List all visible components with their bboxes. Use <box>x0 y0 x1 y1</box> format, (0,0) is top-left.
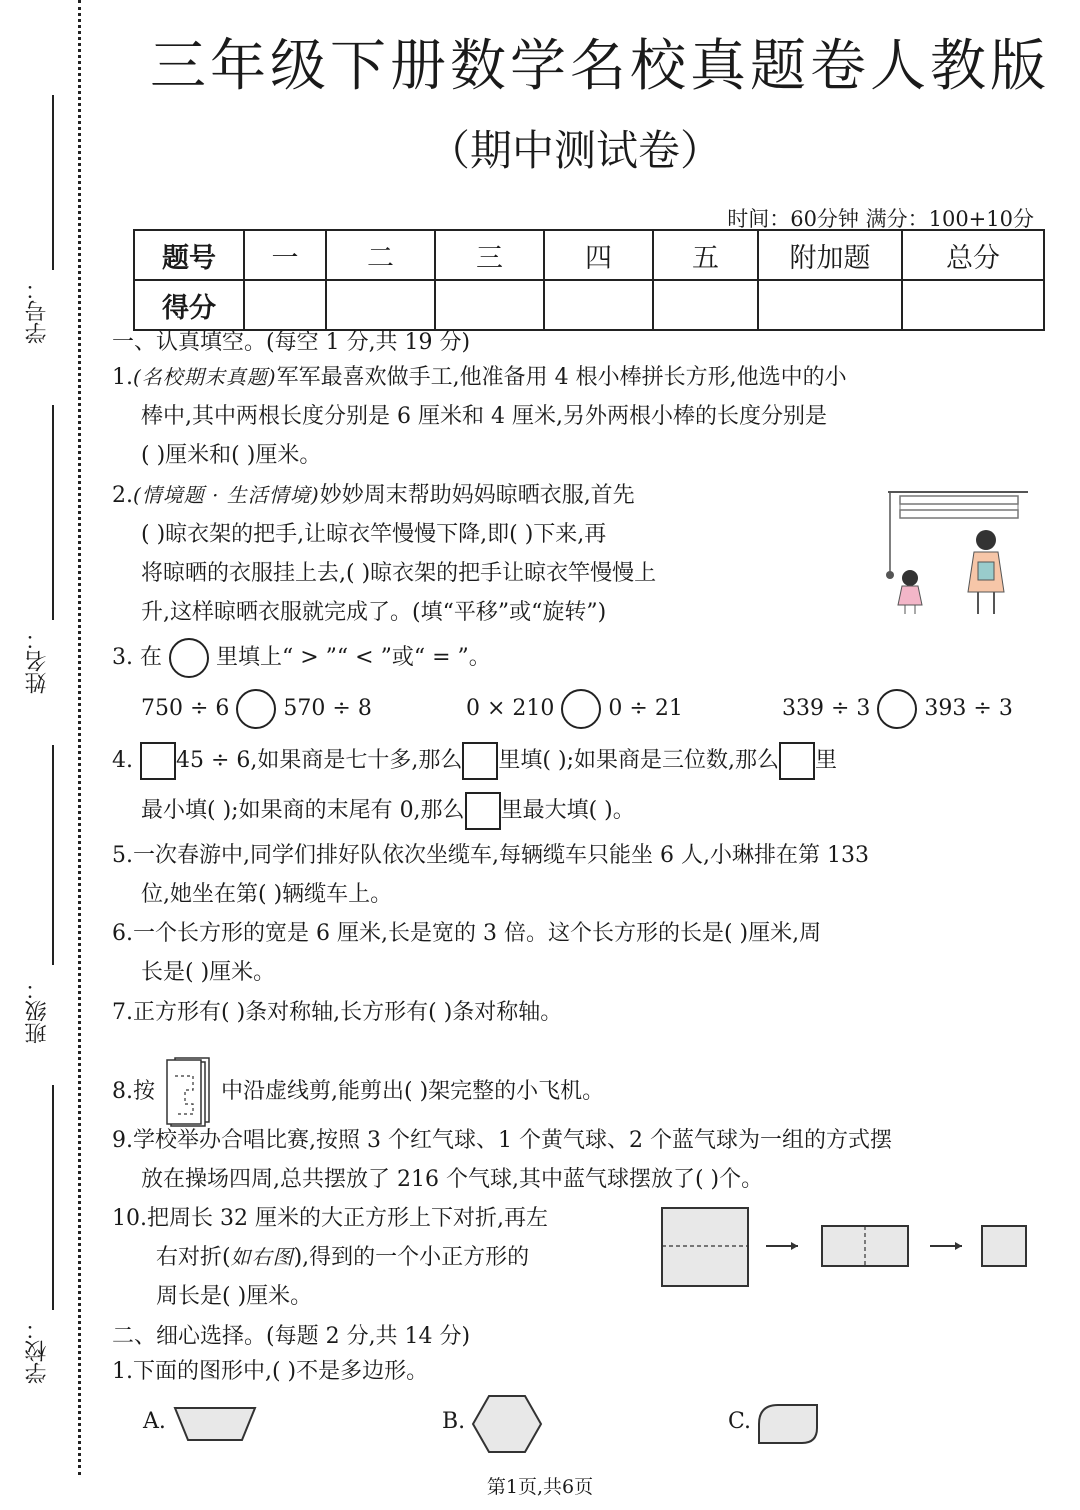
question-9-line1: 9.学校举办合唱比赛,按照 3 个红气球、1 个黄气球、2 个蓝气球为一组的方式摆 <box>112 1128 892 1153</box>
section1-heading: 一、认真填空。(每空 1 分,共 19 分) <box>112 330 471 355</box>
question-1-line3: ( )厘米和( )厘米。 <box>141 443 322 468</box>
expression-left: 0 × 210 <box>466 696 555 721</box>
question-7: 7.正方形有( )条对称轴,长方形有( )条对称轴。 <box>112 1000 563 1025</box>
question-8 <box>112 1056 604 1128</box>
compare-expression-1 <box>141 689 372 729</box>
question-text: 里最大填( )。 <box>500 798 635 823</box>
digit-box[interactable] <box>465 792 501 830</box>
class-label: 班级： <box>25 978 50 1044</box>
score-cell[interactable] <box>544 280 653 330</box>
score-cell[interactable] <box>902 280 1044 330</box>
question-number: 2. <box>112 483 133 508</box>
expression-left: 750 ÷ 6 <box>141 696 230 721</box>
question-6-line1: 6.一个长方形的宽是 6 厘米,长是宽的 3 倍。这个长方形的长是( )厘米,周 <box>112 921 822 946</box>
question-number: 1. <box>112 365 133 390</box>
score-header-cell: 附加题 <box>758 230 902 280</box>
question-text: 45 ÷ 6,如果商是七十多,那么 <box>176 748 463 773</box>
question-1-line2: 棒中,其中两根长度分别是 6 厘米和 4 厘米,另外两根小棒的长度分别是 <box>141 404 827 429</box>
expression-right: 570 ÷ 8 <box>283 696 372 721</box>
binding-dotted-line <box>78 0 81 1475</box>
question-10-line1: 10.把周长 32 厘米的大正方形上下对折,再左 <box>112 1206 548 1231</box>
digit-box[interactable] <box>140 742 176 780</box>
score-header-cell: 二 <box>326 230 435 280</box>
score-header-cell: 一 <box>244 230 326 280</box>
answer-circle[interactable] <box>561 689 601 729</box>
hexagon-shape[interactable] <box>470 1393 544 1455</box>
question-1-line1 <box>112 358 847 397</box>
question-note: (情境题 · 生活情境) <box>133 483 320 507</box>
page-subtitle: （期中测试卷） <box>428 126 723 175</box>
question-4-line1 <box>112 741 837 780</box>
page-title: 三年级下册数学名校真题卷人教版 <box>150 34 1050 99</box>
section2-heading: 二、细心选择。(每题 2 分,共 14 分) <box>112 1324 471 1349</box>
trapezoid-shape[interactable] <box>172 1404 258 1444</box>
question-4-line2 <box>141 791 635 830</box>
question-5-line2: 位,她坐在第( )辆缆车上。 <box>141 882 393 907</box>
folding-square-diagram <box>658 1204 1034 1290</box>
drying-rack-illustration <box>878 480 1038 620</box>
expression-right: 0 ÷ 21 <box>608 696 683 721</box>
question-text: 在 <box>140 645 163 670</box>
name-blank[interactable] <box>52 405 54 620</box>
question-text: 中沿虚线剪,能剪出( )架完整的小飞机。 <box>221 1079 605 1104</box>
student-id-label: 学号： <box>25 278 50 344</box>
score-row-label: 得分 <box>134 280 244 330</box>
question-text: 最小填( );如果商的末尾有 0,那么 <box>141 798 465 823</box>
answer-circle[interactable] <box>877 689 917 729</box>
question-text: 妙妙周末帮助妈妈晾晒衣服,首先 <box>319 483 635 508</box>
question-5-line1: 5.一次春游中,同学们排好队依次坐缆车,每辆缆车只能坐 6 人,小琳排在第 133 <box>112 843 869 868</box>
section2-question-1: 1.下面的图形中,( )不是多边形。 <box>112 1359 429 1384</box>
question-text: 里填( );如果商是三位数,那么 <box>498 748 779 773</box>
school-label: 学校： <box>25 1318 50 1384</box>
question-2-line1 <box>112 476 635 515</box>
score-table-score-row <box>134 280 1044 330</box>
compare-circle-icon <box>169 638 209 678</box>
question-10-line2 <box>156 1238 529 1277</box>
question-text: 军军最喜欢做手工,他准备用 4 根小棒拼长方形,他选中的小 <box>276 365 847 390</box>
class-blank[interactable] <box>52 745 54 965</box>
digit-box[interactable] <box>462 742 498 780</box>
score-header-cell: 五 <box>653 230 758 280</box>
question-note: (名校期末真题) <box>133 365 277 389</box>
page-footer: 第1页,共6页 <box>486 1476 594 1498</box>
question-6-line2: 长是( )厘米。 <box>141 960 276 985</box>
option-b-label: B. <box>442 1409 466 1434</box>
school-blank[interactable] <box>52 1085 54 1310</box>
question-text: 里填上“ > ”“ < ”或“ = ”。 <box>216 645 491 670</box>
question-3-line1 <box>112 638 491 678</box>
score-cell[interactable] <box>758 280 902 330</box>
score-table <box>133 229 1045 331</box>
answer-circle[interactable] <box>236 689 276 729</box>
question-2-line4: 升,这样晾晒衣服就完成了。(填“平移”或“旋转”) <box>141 600 607 625</box>
expression-left: 339 ÷ 3 <box>782 696 871 721</box>
question-10-line3: 周长是( )厘米。 <box>156 1284 313 1309</box>
score-table-header-row <box>134 230 1044 280</box>
folded-paper-icon <box>163 1056 213 1128</box>
time-info: 时间：60分钟 满分：100+10分 <box>727 207 1034 231</box>
student-id-blank[interactable] <box>52 95 54 270</box>
score-cell[interactable] <box>653 280 758 330</box>
question-text: ),得到的一个小正方形的 <box>293 1245 530 1270</box>
compare-expression-2 <box>466 689 683 729</box>
option-a-label: A. <box>143 1409 166 1434</box>
question-text: 里 <box>814 748 837 773</box>
question-note: 如右图 <box>230 1245 294 1269</box>
score-cell[interactable] <box>244 280 326 330</box>
question-2-line3: 将晾晒的衣服挂上去,( )晾衣架的把手让晾衣竿慢慢上 <box>141 561 657 586</box>
score-header-cell: 四 <box>544 230 653 280</box>
question-number: 3. <box>112 645 133 670</box>
score-cell[interactable] <box>326 280 435 330</box>
expression-right: 393 ÷ 3 <box>924 696 1013 721</box>
question-number: 4. <box>112 748 133 773</box>
rounded-shape[interactable] <box>756 1402 820 1446</box>
score-header-cell: 题号 <box>134 230 244 280</box>
score-cell[interactable] <box>435 280 544 330</box>
digit-box[interactable] <box>779 742 815 780</box>
question-9-line2: 放在操场四周,总共摆放了 216 个气球,其中蓝气球摆放了( )个。 <box>141 1167 764 1192</box>
question-2-line2: ( )晾衣架的把手,让晾衣竿慢慢下降,即( )下来,再 <box>141 522 607 547</box>
option-c-label: C. <box>728 1409 752 1434</box>
question-text: 8.按 <box>112 1079 155 1104</box>
score-header-cell: 三 <box>435 230 544 280</box>
score-header-cell: 总分 <box>902 230 1044 280</box>
compare-expression-3 <box>782 689 1013 729</box>
question-text: 右对折( <box>156 1245 231 1270</box>
name-label: 姓名： <box>25 628 50 694</box>
